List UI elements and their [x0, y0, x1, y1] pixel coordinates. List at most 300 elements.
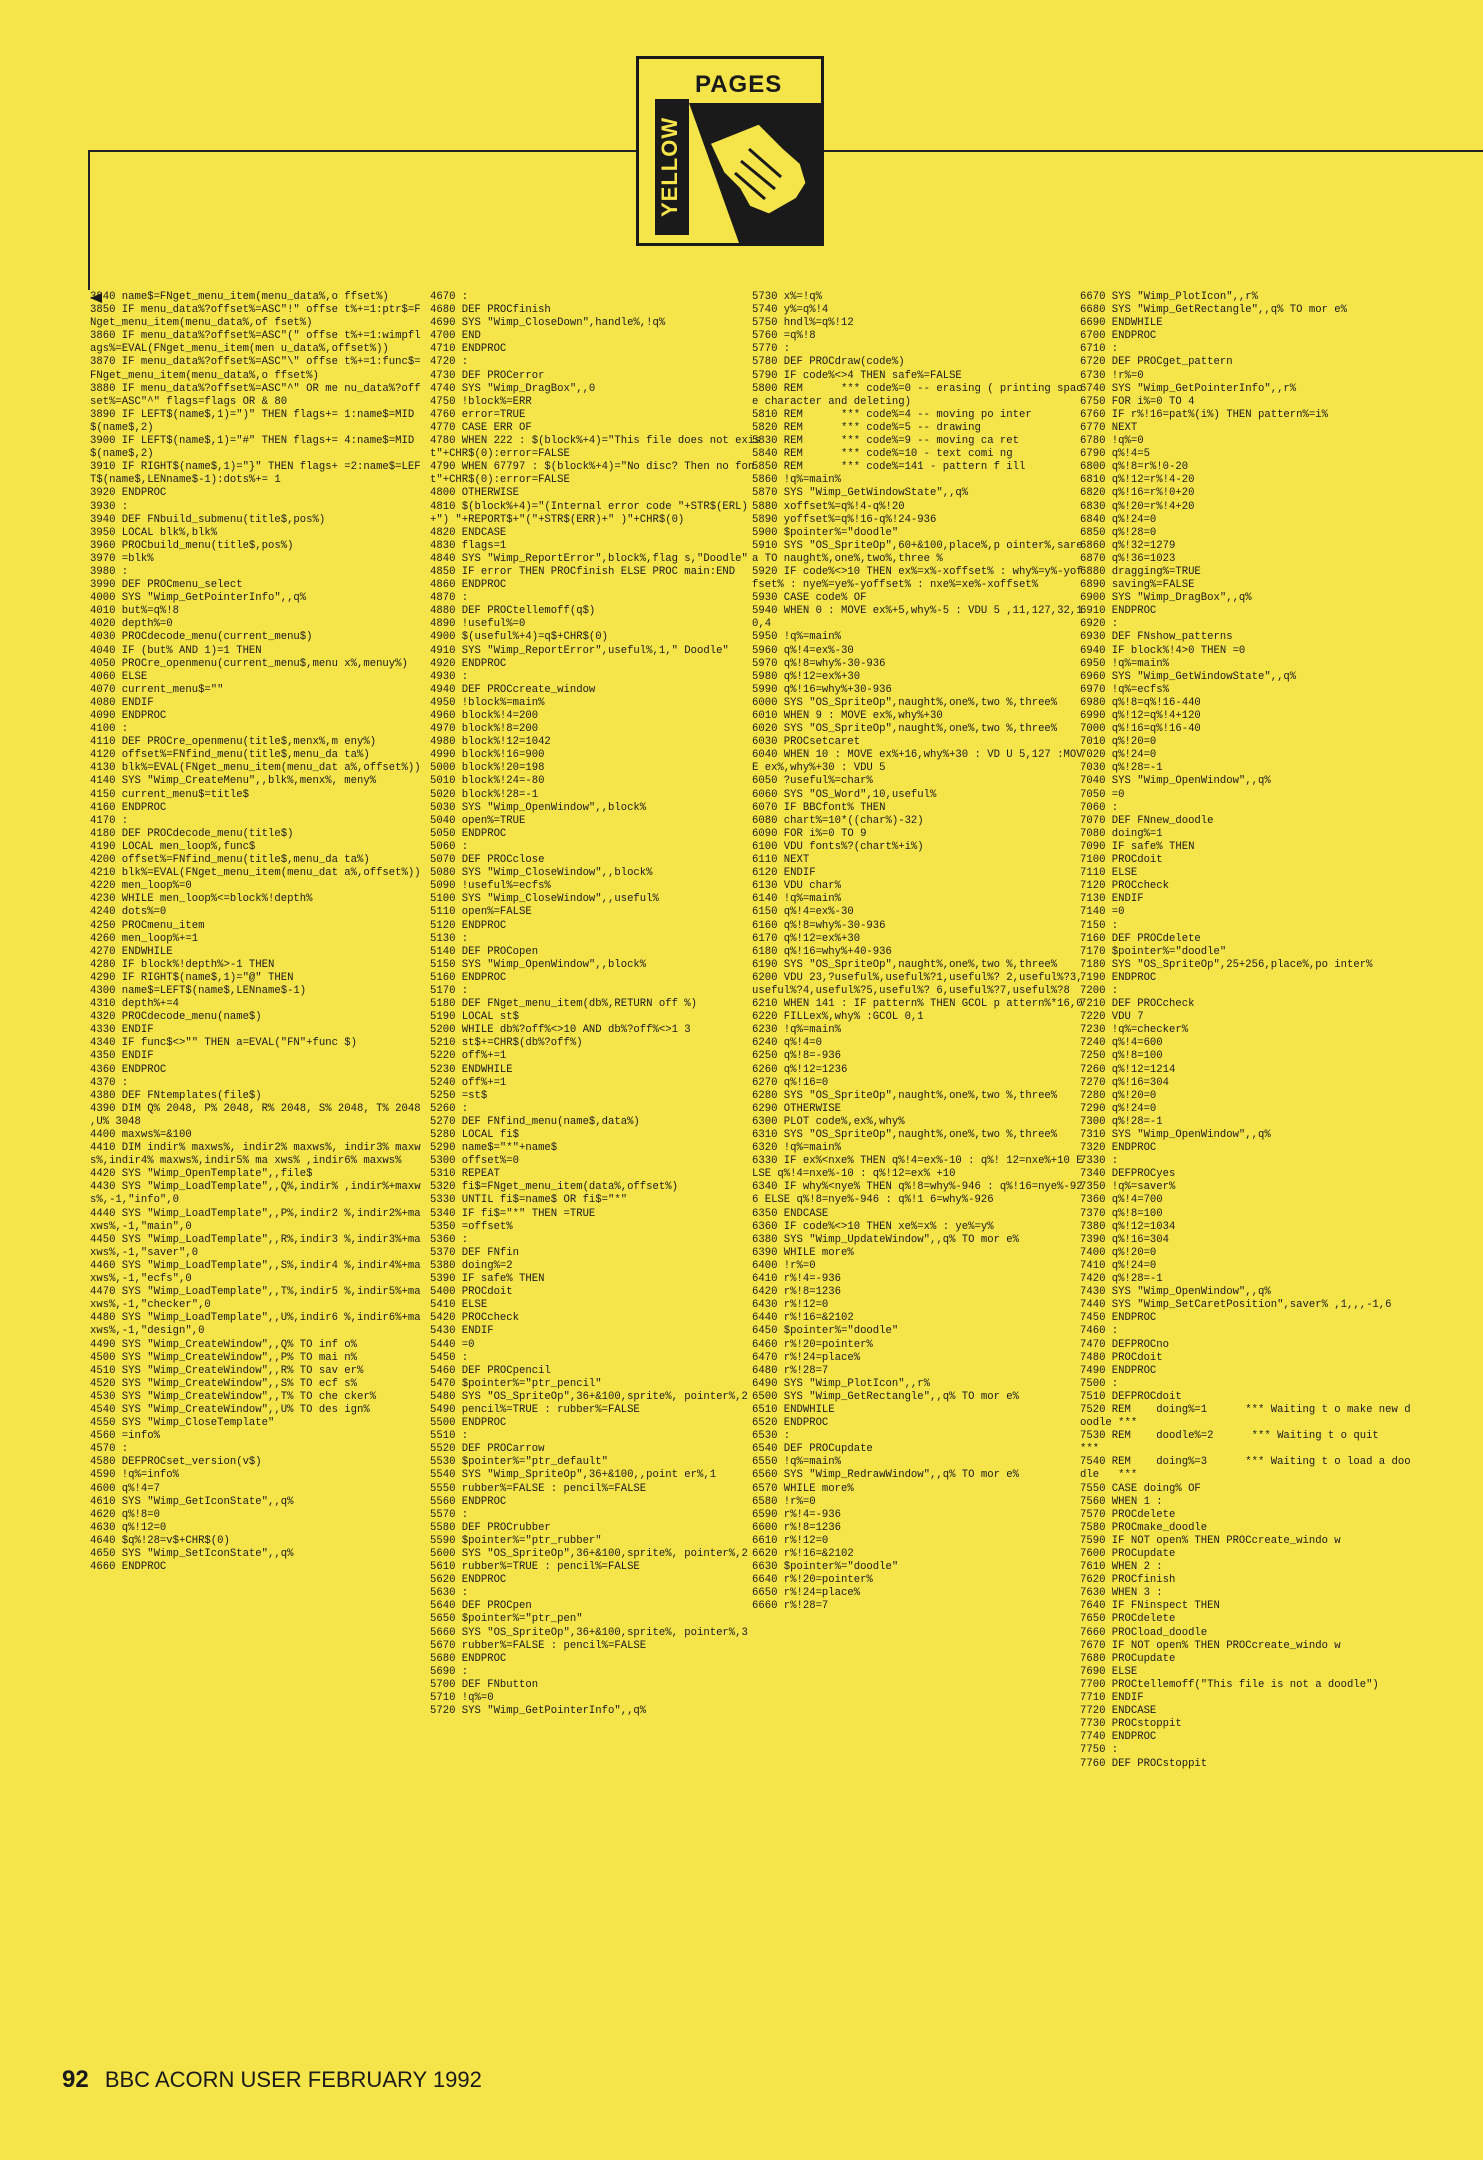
code-line: 5240 off%+=1: [430, 1076, 507, 1089]
code-line: 7510 DEFPROCdoit: [1080, 1390, 1182, 1403]
code-line: 6120 ENDIF: [752, 867, 816, 880]
code-line: 6070 IF BBCfont% THEN: [752, 801, 886, 814]
code-line: 4700 END: [430, 330, 481, 343]
code-line: 4310 depth%+=4: [90, 998, 180, 1011]
code-line: 4720 :: [430, 356, 469, 369]
code-line: 5950 !q%=main%: [752, 631, 842, 644]
code-line: 4230 WHILE men_loop%<=block%!depth%: [90, 893, 313, 906]
code-line: 5370 DEF FNfin: [430, 1246, 520, 1259]
code-line: 5230 ENDWHILE: [430, 1063, 513, 1076]
code-line: 4570 :: [90, 1443, 129, 1456]
code-line: 5320 fi$=FNget_menu_item(data%,offset%): [430, 1181, 678, 1194]
code-line: 5180 DEF FNget_menu_item(db%,RETURN off %): [430, 998, 698, 1011]
code-line: 7160 DEF PROCdelete: [1080, 932, 1201, 945]
code-line: 6730 !r%=0: [1080, 369, 1144, 382]
code-line: 5260 :: [430, 1102, 469, 1115]
code-line: 4780 WHEN 222 : $(block%+4)="This file does not exist"+CHR$(0):error=FALSE: [430, 435, 761, 461]
code-line: 7670 IF NOT open% THEN PROCcreate_windo w: [1080, 1639, 1341, 1652]
code-line: 6920 :: [1080, 618, 1119, 631]
code-line: 3950 LOCAL blk%,blk%: [90, 526, 218, 539]
code-line: 6840 q%!24=0: [1080, 513, 1157, 526]
code-line: 7550 CASE doing% OF: [1080, 1482, 1201, 1495]
code-line: 6230 !q%=main%: [752, 1024, 842, 1037]
code-line: 5210 st$+=CHR$(db%?off%): [430, 1037, 583, 1050]
code-line: 4790 WHEN 67797 : $(block%+4)="No disc? Then no font"+CHR$(0):error=FALSE: [430, 461, 755, 487]
code-line: 5310 REPEAT: [430, 1168, 500, 1181]
code-line: 5400 PROCdoit: [430, 1286, 513, 1299]
code-line: 4510 SYS "Wimp_CreateWindow",,R% TO sav er%: [90, 1364, 364, 1377]
code-line: 7190 ENDPROC: [1080, 971, 1157, 984]
code-line: 6030 PROCsetcaret: [752, 736, 861, 749]
code-line: 6690 ENDWHILE: [1080, 317, 1163, 330]
code-line: 3900 IF LEFT$(name$,1)="#" THEN flags+= 4:name$=MID$(name$,2): [90, 435, 415, 461]
code-line: 4980 block%!12=1042: [430, 736, 551, 749]
code-line: 3860 IF menu_data%?offset%=ASC"(" offse t%+=1:wimpflags%=EVAL(FNget_menu_item(men u_data%,offset%)): [90, 330, 421, 356]
yellow-pages-logo: [636, 56, 824, 246]
code-line: 7000 q%!16=q%!16-40: [1080, 723, 1201, 736]
code-line: 4420 SYS "Wimp_OpenTemplate",,file$: [90, 1168, 313, 1181]
code-line: 5940 WHEN 0 : MOVE ex%+5,why%-5 : VDU 5 ,11,127,32,10,4: [752, 605, 1083, 631]
code-line: 6990 q%!12=q%!4+120: [1080, 710, 1201, 722]
code-line: 5890 yoffset%=q%!16-q%!24-936: [752, 513, 937, 526]
code-line: 7340 DEFPROCyes: [1080, 1168, 1176, 1181]
code-line: 4710 ENDPROC: [430, 343, 507, 356]
code-line: 6930 DEF FNshow_patterns: [1080, 631, 1233, 644]
code-line: 6080 chart%=10*((char%)-32): [752, 814, 924, 827]
code-line: 5530 $pointer%="ptr_default": [430, 1456, 609, 1469]
code-line: 7310 SYS "Wimp_OpenWindow",,q%: [1080, 1129, 1271, 1141]
code-line: 5080 SYS "Wimp_CloseWindow",,block%: [430, 867, 653, 880]
code-line: 7620 PROCfinish: [1080, 1574, 1176, 1587]
code-line: 4260 men_loop%+=1: [90, 932, 199, 945]
code-line: 5130 :: [430, 932, 469, 945]
code-line: 3890 IF LEFT$(name$,1)=")" THEN flags+= 1:name$=MID$(name$,2): [90, 408, 415, 434]
code-line: 5560 ENDPROC: [430, 1495, 507, 1508]
code-line: 6470 r%!24=place%: [752, 1351, 861, 1364]
code-line: 3840 name$=FNget_menu_item(menu_data%,o ffset%): [90, 291, 389, 303]
code-line: 7490 ENDPROC: [1080, 1364, 1157, 1377]
code-line: 6620 r%!16=&2102: [752, 1548, 854, 1560]
code-line: 6550 !q%=main%: [752, 1456, 842, 1469]
code-line: 4940 DEF PROCcreate_window: [430, 683, 596, 696]
code-line: 4550 SYS "Wimp_CloseTemplate": [90, 1417, 275, 1430]
code-line: 6220 FILLex%,why% :GCOL 0,1: [752, 1011, 924, 1024]
code-line: 5910 SYS "OS_SpriteOp",60+&100,place%,p ointer%,sarea TO naught%,one%,two%,three %: [752, 539, 1083, 565]
code-line: 4860 ENDPROC: [430, 579, 507, 592]
code-line: 3970 =blk%: [90, 552, 154, 565]
code-line: 7460 :: [1080, 1325, 1119, 1338]
code-line: 5790 IF code%<>4 THEN safe%=FALSE: [752, 369, 962, 382]
code-line: 7140 =0: [1080, 906, 1125, 919]
code-line: 5800 REM *** code%=0 -- erasing ( printing space character and deleting): [752, 382, 1083, 408]
code-line: 5550 rubber%=FALSE : pencil%=FALSE: [430, 1482, 647, 1495]
code-column-2: [430, 291, 766, 2081]
code-line: 6410 r%!4=-936: [752, 1273, 842, 1286]
code-line: 6750 FOR i%=0 TO 4: [1080, 395, 1195, 408]
code-line: 6160 q%!8=why%-30-936: [752, 919, 886, 932]
code-line: 4950 !block%=main%: [430, 696, 545, 709]
code-line: 5090 !useful%=ecfs%: [430, 880, 551, 893]
code-line: 6860 q%!32=1279: [1080, 539, 1176, 552]
code-line: 4560 =info%: [90, 1430, 160, 1443]
code-line: 6740 SYS "Wimp_GetPointerInfo",,r%: [1080, 382, 1297, 395]
code-line: 5020 block%!28=-1: [430, 788, 539, 801]
code-line: 4380 DEF FNtemplates(file$): [90, 1089, 262, 1102]
code-line: 6270 q%!16=0: [752, 1076, 829, 1089]
code-line: 4170 :: [90, 814, 129, 827]
code-line: 5420 PROCcheck: [430, 1312, 520, 1325]
code-line: 7630 WHEN 3 :: [1080, 1587, 1163, 1600]
code-line: 4220 men_loop%=0: [90, 880, 192, 893]
code-line: 6200 VDU 23,?useful%,useful%?1,useful%? 2,useful%?3,useful%?4,useful%?5,useful%? 6,useful%?7,useful%?8: [752, 971, 1083, 997]
code-line: 6060 SYS "OS_Word",10,useful%: [752, 788, 937, 801]
code-line: 4090 ENDPROC: [90, 710, 167, 722]
code-line: 6350 ENDCASE: [752, 1207, 829, 1220]
code-line: 4430 SYS "Wimp_LoadTemplate",,Q%,indir% ,indir%+maxws%,-1,"info",0: [90, 1181, 421, 1207]
code-line: 6400 !r%=0: [752, 1259, 816, 1272]
code-line: 4010 but%=q%!8: [90, 605, 180, 618]
code-line: 7380 q%!12=1034: [1080, 1220, 1176, 1233]
code-line: 6980 q%!8=q%!16-440: [1080, 696, 1201, 709]
code-line: 5680 ENDPROC: [430, 1652, 507, 1665]
code-line: 4540 SYS "Wimp_CreateWindow",,U% TO des ign%: [90, 1403, 370, 1416]
code-line: 7090 IF safe% THEN: [1080, 840, 1195, 853]
code-line: 5650 $pointer%="ptr_pen": [430, 1613, 583, 1626]
code-line: 7580 PROCmake_doodle: [1080, 1521, 1208, 1534]
code-line: 7360 q%!4=700: [1080, 1194, 1163, 1207]
code-line: 5900 $pointer%="doodle": [752, 526, 899, 539]
code-line: 6760 IF r%!16=pat%(i%) THEN pattern%=i%: [1080, 408, 1328, 421]
code-line: 3880 IF menu_data%?offset%=ASC"^" OR me nu_data%?offset%=ASC"^" flags=flags OR & 80: [90, 382, 421, 408]
code-line: 7280 q%!20=0: [1080, 1089, 1157, 1102]
code-line: 4910 SYS "Wimp_ReportError",useful%,1," Doodle": [430, 644, 729, 657]
code-line: 5280 LOCAL fi$: [430, 1129, 520, 1141]
code-line: 7600 PROCupdate: [1080, 1548, 1176, 1560]
code-line: 6960 SYS "Wimp_GetWindowState",,q%: [1080, 670, 1297, 683]
code-line: 4410 DIM indir% maxws%, indir2% maxws%, indir3% maxws%,indir4% maxws%,indir5% ma xws% ,indir6% maxws%: [90, 1142, 421, 1168]
code-line: 7220 VDU 7: [1080, 1011, 1144, 1024]
code-line: 4470 SYS "Wimp_LoadTemplate",,T%,indir5 %,indir5%+maxws%,-1,"checker",0: [90, 1286, 421, 1312]
code-line: 4130 blk%=EVAL(FNget_menu_item(menu_dat a%,offset%)): [90, 762, 421, 775]
logo-pages-text: PAGES: [695, 71, 783, 98]
code-line: 4990 block%!16=900: [430, 749, 545, 762]
code-line: 5010 block%!24=-80: [430, 775, 545, 788]
code-line: 7150 :: [1080, 919, 1119, 932]
code-line: 4920 ENDPROC: [430, 657, 507, 670]
code-line: 6610 r%!12=0: [752, 1534, 829, 1547]
code-line: 5860 !q%=main%: [752, 474, 842, 487]
code-line: 4040 IF (but% AND 1)=1 THEN: [90, 644, 262, 657]
code-line: 5670 rubber%=FALSE : pencil%=FALSE: [430, 1639, 647, 1652]
code-line: 5840 REM *** code%=10 - text comi ng: [752, 448, 1013, 461]
code-line: 5600 SYS "OS_SpriteOp",36+&100,sprite%, pointer%,2: [430, 1548, 748, 1560]
code-line: 5050 ENDPROC: [430, 827, 507, 840]
code-line: 4610 SYS "Wimp_GetIconState",,q%: [90, 1495, 294, 1508]
code-line: 6940 IF block%!4>0 THEN =0: [1080, 644, 1246, 657]
code-line: 5410 ELSE: [430, 1299, 488, 1312]
code-line: 7120 PROCcheck: [1080, 880, 1170, 893]
code-line: 7130 ENDIF: [1080, 893, 1144, 906]
code-line: 5200 WHILE db%?off%<>10 AND db%?off%<>1 3: [430, 1024, 691, 1037]
code-line: 7290 q%!24=0: [1080, 1102, 1157, 1115]
code-line: 5830 REM *** code%=9 -- moving ca ret: [752, 435, 1020, 448]
code-line: 7330 :: [1080, 1155, 1119, 1168]
code-line: 4640 $q%!28=v$+CHR$(0): [90, 1534, 230, 1547]
code-line: 5820 REM *** code%=5 -- drawing: [752, 421, 981, 434]
code-line: 5660 SYS "OS_SpriteOp",36+&100,sprite%, pointer%,3: [430, 1626, 748, 1639]
code-line: 5590 $pointer%="ptr_rubber": [430, 1534, 602, 1547]
code-line: 7020 q%!24=0: [1080, 749, 1157, 762]
code-line: 7390 q%!16=304: [1080, 1233, 1170, 1246]
code-line: 4730 DEF PROCerror: [430, 369, 545, 382]
code-line: 5250 =st$: [430, 1089, 488, 1102]
code-line: 3940 DEF FNbuild_submenu(title$,pos%): [90, 513, 326, 526]
code-line: 4300 name$=LEFT$(name$,LENname$-1): [90, 984, 307, 997]
code-line: 4850 IF error THEN PROCfinish ELSE PROC main:END: [430, 565, 736, 578]
code-line: 5450 :: [430, 1351, 469, 1364]
code-line: 5880 xoffset%=q%!4-q%!20: [752, 500, 905, 513]
code-line: 6970 !q%=ecfs%: [1080, 683, 1170, 696]
code-line: 5340 IF fi$="*" THEN =TRUE: [430, 1207, 596, 1220]
code-line: 4320 PROCdecode_menu(name$): [90, 1011, 262, 1024]
code-line: 4650 SYS "Wimp_SetIconState",,q%: [90, 1548, 294, 1560]
code-line: 6330 IF ex%<nxe% THEN q%!4=ex%-10 : q%! 12=nxe%+10 ELSE q%!4=nxe%-10 : q%!12=ex% +10: [752, 1155, 1083, 1181]
code-line: 6630 $pointer%="doodle": [752, 1561, 899, 1574]
code-line: 6580 !r%=0: [752, 1495, 816, 1508]
code-line: 4490 SYS "Wimp_CreateWindow",,Q% TO inf o%: [90, 1338, 358, 1351]
code-line: 7400 q%!20=0: [1080, 1246, 1157, 1259]
code-line: 7370 q%!8=100: [1080, 1207, 1163, 1220]
code-line: 4480 SYS "Wimp_LoadTemplate",,U%,indir6 %,indir6%+maxws%,-1,"design",0: [90, 1312, 421, 1338]
code-line: 5430 ENDIF: [430, 1325, 494, 1338]
code-line: 6420 r%!8=1236: [752, 1286, 842, 1299]
code-line: 4370 :: [90, 1076, 129, 1089]
code-line: 5360 :: [430, 1233, 469, 1246]
code-line: 4580 DEFPROCset_version(v$): [90, 1456, 262, 1469]
code-line: 4880 DEF PROCtellemoff(q$): [430, 605, 596, 618]
code-line: 6140 !q%=main%: [752, 893, 842, 906]
code-line: 7270 q%!16=304: [1080, 1076, 1170, 1089]
code-line: 6240 q%!4=0: [752, 1037, 822, 1050]
code-line: 7480 PROCdoit: [1080, 1351, 1163, 1364]
code-line: 6910 ENDPROC: [1080, 605, 1157, 618]
code-line: 6570 WHILE more%: [752, 1482, 854, 1495]
code-line: 6510 ENDWHILE: [752, 1403, 835, 1416]
hand-icon: [689, 103, 823, 243]
code-line: 5140 DEF PROCopen: [430, 945, 539, 958]
code-line: 7260 q%!12=1214: [1080, 1063, 1176, 1076]
code-line: 6900 SYS "Wimp_DragBox",,q%: [1080, 592, 1252, 605]
code-line: 4140 SYS "Wimp_CreateMenu",,blk%,menx%, meny%: [90, 775, 377, 788]
code-line: 4810 $(block%+4)="(Internal error code "+STR$(ERL)+") "+REPORT$+"("+STR$(ERR)+" )"+CHR$(0): [430, 500, 748, 526]
code-line: 4750 !block%=ERR: [430, 395, 532, 408]
code-line: 5380 doing%=2: [430, 1259, 513, 1272]
code-line: 5770 :: [752, 343, 791, 356]
code-line: 7070 DEF FNnew_doodle: [1080, 814, 1214, 827]
code-line: 5640 DEF PROCpen: [430, 1600, 532, 1613]
code-line: 4350 ENDIF: [90, 1050, 154, 1063]
code-line: 5630 :: [430, 1587, 469, 1600]
logo-yellow-text: YELLOW: [657, 116, 682, 217]
code-line: 7650 PROCdelete: [1080, 1613, 1176, 1626]
code-line: 6390 WHILE more%: [752, 1246, 854, 1259]
code-line: 7030 q%!28=-1: [1080, 762, 1163, 775]
code-line: 7170 $pointer%="doodle": [1080, 945, 1227, 958]
code-line: 5290 name$="*"+name$: [430, 1142, 558, 1155]
code-line: 4210 blk%=EVAL(FNget_menu_item(menu_dat a%,offset%)): [90, 867, 421, 880]
code-line: 6180 q%!16=why%+40-936: [752, 945, 892, 958]
code-line: 5040 open%=TRUE: [430, 814, 526, 827]
code-line: 5720 SYS "Wimp_GetPointerInfo",,q%: [430, 1705, 647, 1718]
code-line: 6480 r%!28=7: [752, 1364, 829, 1377]
code-line: 3920 ENDPROC: [90, 487, 167, 500]
code-line: 5780 DEF PROCdraw(code%): [752, 356, 905, 369]
code-line: 3960 PROCbuild_menu(title$,pos%): [90, 539, 294, 552]
code-line: 5480 SYS "OS_SpriteOp",36+&100,sprite%, pointer%,2: [430, 1390, 748, 1403]
code-line: 6640 r%!20=pointer%: [752, 1574, 873, 1587]
code-line: 7010 q%!20=0: [1080, 736, 1157, 749]
code-line: 4630 q%!12=0: [90, 1521, 167, 1534]
code-line: 7690 ELSE: [1080, 1665, 1138, 1678]
code-line: 6090 FOR i%=0 TO 9: [752, 827, 867, 840]
code-line: 4900 $(useful%+4)=q$+CHR$(0): [430, 631, 609, 644]
code-line: 7350 !q%=saver%: [1080, 1181, 1176, 1194]
code-line: 4150 current_menu$=title$: [90, 788, 249, 801]
code-line: 7560 WHEN 1 :: [1080, 1495, 1163, 1508]
code-line: 7240 q%!4=600: [1080, 1037, 1163, 1050]
code-line: 5760 =q%!8: [752, 330, 816, 343]
code-line: 6310 SYS "OS_SpriteOp",naught%,one%,two %,three%: [752, 1129, 1058, 1141]
code-line: 4590 !q%=info%: [90, 1469, 180, 1482]
code-line: 5470 $pointer%="ptr_pencil": [430, 1377, 602, 1390]
code-line: 7710 ENDIF: [1080, 1692, 1144, 1705]
code-line: 5920 IF code%<>10 THEN ex%=x%-xoffset% : why%=y%-yoffset% : nye%=ye%-yoffset% : nxe%=xe%-xoffset%: [752, 565, 1083, 592]
code-line: 5930 CASE code% OF: [752, 592, 867, 605]
code-line: 4660 ENDPROC: [90, 1561, 167, 1574]
code-line: 5870 SYS "Wimp_GetWindowState",,q%: [752, 487, 969, 500]
code-line: 7740 ENDPROC: [1080, 1731, 1157, 1744]
code-line: 6150 q%!4=ex%-30: [752, 906, 854, 919]
code-line: 6850 q%!28=0: [1080, 526, 1157, 539]
code-line: 5150 SYS "Wimp_OpenWindow",,block%: [430, 958, 647, 971]
code-line: 5990 q%!16=why%+30-936: [752, 683, 892, 696]
code-line: 5960 q%!4=ex%-30: [752, 644, 854, 657]
code-line: 5570 :: [430, 1508, 469, 1521]
code-line: 4690 SYS "Wimp_CloseDown",handle%,!q%: [430, 317, 666, 330]
code-line: 5120 ENDPROC: [430, 919, 507, 932]
code-line: 7180 SYS "OS_SpriteOp",25+256,place%,po inter%: [1080, 958, 1373, 971]
code-line: 4360 ENDPROC: [90, 1063, 167, 1076]
code-line: 6890 saving%=FALSE: [1080, 579, 1195, 592]
code-line: 7500 :: [1080, 1377, 1119, 1390]
code-line: 4670 :: [430, 291, 469, 303]
code-line: 7200 :: [1080, 984, 1119, 997]
code-line: 4120 offset%=FNfind_menu(title$,menu_da ta%): [90, 749, 370, 762]
code-line: 4890 !useful%=0: [430, 618, 526, 631]
code-line: 6380 SYS "Wimp_UpdateWindow",,q% TO mor e%: [752, 1233, 1020, 1246]
code-line: 4190 LOCAL men_loop%,func$: [90, 840, 256, 853]
code-line: 6710 :: [1080, 343, 1119, 356]
code-line: 6460 r%!20=pointer%: [752, 1338, 873, 1351]
code-line: 6130 VDU char%: [752, 880, 842, 893]
code-line: 5440 =0: [430, 1338, 475, 1351]
code-line: 6440 r%!16=&2102: [752, 1312, 854, 1325]
header-rule-left: [88, 150, 90, 290]
code-line: 4620 q%!8=0: [90, 1508, 160, 1521]
code-line: 7440 SYS "Wimp_SetCaretPosition",saver% ,1,,,-1,6: [1080, 1299, 1392, 1312]
code-line: 4080 ENDIF: [90, 696, 154, 709]
code-line: 7700 PROCtellemoff("This file is not a doodle"): [1080, 1678, 1379, 1691]
code-line: 5850 REM *** code%=141 - pattern f ill: [752, 461, 1026, 474]
code-line: 6360 IF code%<>10 THEN xe%=x% : ye%=y%: [752, 1220, 994, 1233]
code-line: 3870 IF menu_data%?offset%=ASC"\" offse t%+=1:func$=FNget_menu_item(menu_data%,o ffset%): [90, 356, 421, 382]
code-line: 5610 rubber%=TRUE : pencil%=FALSE: [430, 1561, 640, 1574]
code-line: 6590 r%!4=-936: [752, 1508, 842, 1521]
code-line: 6320 !q%=main%: [752, 1142, 842, 1155]
code-line: 7110 ELSE: [1080, 867, 1138, 880]
code-line: 5490 pencil%=TRUE : rubber%=FALSE: [430, 1403, 640, 1416]
code-line: 6520 ENDPROC: [752, 1417, 829, 1430]
code-line: 6450 $pointer%="doodle": [752, 1325, 899, 1338]
code-line: 6300 PLOT code%,ex%,why%: [752, 1115, 905, 1128]
code-line: 6720 DEF PROCget_pattern: [1080, 356, 1233, 369]
code-line: 5980 q%!12=ex%+30: [752, 670, 861, 683]
code-line: 4760 error=TRUE: [430, 408, 526, 421]
code-line: 6280 SYS "OS_SpriteOp",naught%,one%,two %,three%: [752, 1089, 1058, 1102]
code-line: 5330 UNTIL fi$=name$ OR fi$="*": [430, 1194, 628, 1207]
code-line: 7540 REM doing%=3 *** Waiting t o load a doodle ***: [1080, 1456, 1411, 1482]
code-line: 5970 q%!8=why%-30-936: [752, 657, 886, 670]
code-line: 5700 DEF FNbutton: [430, 1678, 539, 1691]
code-line: 7730 PROCstoppit: [1080, 1718, 1182, 1731]
page-number: 92: [62, 2066, 89, 2093]
code-line: 7660 PROCload_doodle: [1080, 1626, 1208, 1639]
page-footer: [62, 2066, 482, 2094]
code-line: 5190 LOCAL st$: [430, 1011, 520, 1024]
code-line: 7060 :: [1080, 801, 1119, 814]
code-line: 6810 q%!12=r%!4-20: [1080, 474, 1195, 487]
code-line: 6880 dragging%=TRUE: [1080, 565, 1201, 578]
code-line: 5000 block%!20=198: [430, 762, 545, 775]
code-line: 4250 PROCmenu_item: [90, 919, 205, 932]
code-line: 6050 ?useful%=char%: [752, 775, 873, 788]
code-line: 6950 !q%=main%: [1080, 657, 1170, 670]
code-line: 4160 ENDPROC: [90, 801, 167, 814]
code-line: 5110 open%=FALSE: [430, 906, 532, 919]
code-line: 4390 DIM Q% 2048, P% 2048, R% 2048, S% 2048, T% 2048 ,U% 3048: [90, 1102, 427, 1128]
code-line: 6100 VDU fonts%?(chart%+i%): [752, 840, 924, 853]
code-line: 6110 NEXT: [752, 854, 810, 867]
code-line: 4600 q%!4=7: [90, 1482, 160, 1495]
code-line: 6010 WHEN 9 : MOVE ex%,why%+30: [752, 710, 943, 722]
code-line: 4070 current_menu$="": [90, 683, 224, 696]
code-line: 6560 SYS "Wimp_RedrawWindow",,q% TO mor e%: [752, 1469, 1020, 1482]
code-line: 5730 x%=!q%: [752, 291, 822, 303]
code-line: 7420 q%!28=-1: [1080, 1273, 1163, 1286]
code-line: 5220 off%+=1: [430, 1050, 507, 1063]
code-line: 3990 DEF PROCmenu_select: [90, 579, 243, 592]
code-column-3: [752, 291, 1088, 2081]
code-line: 4820 ENDCASE: [430, 526, 507, 539]
code-line: 7450 ENDPROC: [1080, 1312, 1157, 1325]
code-line: 6190 SYS "OS_SpriteOp",naught%,one%,two %,three%: [752, 958, 1058, 971]
code-line: 5460 DEF PROCpencil: [430, 1364, 551, 1377]
code-line: 5620 ENDPROC: [430, 1574, 507, 1587]
code-line: 5390 IF safe% THEN: [430, 1273, 545, 1286]
code-line: 6700 ENDPROC: [1080, 330, 1157, 343]
code-line: 7250 q%!8=100: [1080, 1050, 1163, 1063]
code-line: 6830 q%!20=r%!4+20: [1080, 500, 1195, 513]
